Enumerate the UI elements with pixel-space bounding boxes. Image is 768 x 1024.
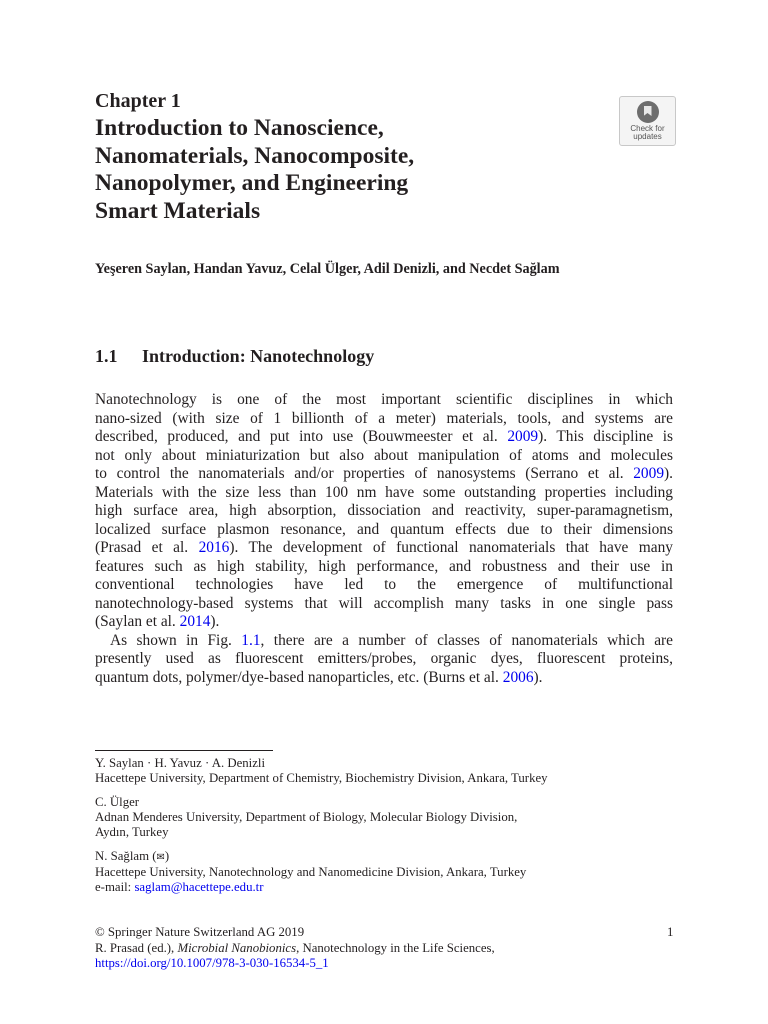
citation-link[interactable]: 2006: [502, 668, 534, 686]
page-number: 1: [667, 925, 674, 939]
body-text: [95, 391, 673, 687]
affiliation-group: [95, 756, 548, 786]
text-segment: not only about miniaturization but also about manipulation of atoms and molecules: [95, 446, 673, 464]
authors: Yeşeren Saylan, Handan Yavuz, Celal Ülger, Adil Denizli, and Necdet Sağlam: [95, 261, 560, 277]
citation-link[interactable]: 2016: [198, 539, 230, 556]
citation-link[interactable]: 1.1: [241, 631, 261, 649]
title-line: Nanopolymer, and Engineering: [95, 170, 409, 197]
body-line: [95, 613, 673, 632]
doi-link[interactable]: https://doi.org/10.1007/978-3-030-16534-5_1: [95, 956, 329, 970]
text-segment: described, produced, and put into use (Bouwmeester et al.: [95, 428, 508, 445]
copyright-block: [95, 925, 495, 972]
text-segment: quantum dots, polymer/dye-based nanoparticles, etc. (Burns et al.: [95, 668, 503, 686]
body-line: [95, 558, 673, 577]
body-line: [95, 650, 673, 669]
citation-link[interactable]: 2014: [179, 613, 211, 630]
section-heading: [95, 346, 374, 367]
affiliation-names: Y. Saylan · H. Yavuz · A. Denizli: [95, 756, 266, 770]
citation-link[interactable]: 2009: [633, 465, 665, 482]
text-segment: Materials with the size less than 100 nm have some outstanding properties including: [95, 483, 673, 501]
body-line: [95, 484, 673, 503]
text-segment: Nanotechnology is one of the most important scientific disciplines in which: [95, 391, 673, 408]
body-line: [95, 465, 673, 484]
section-title: Introduction: Nanotechnology: [142, 346, 375, 366]
email-link[interactable]: saglam@hacettepe.edu.tr: [134, 880, 264, 894]
chapter-label: Chapter 1: [95, 90, 181, 112]
affiliation-names: N. Sağlam (✉): [95, 849, 170, 863]
footnote-rule: [95, 750, 273, 751]
text-segment: presently used as fluorescent emitters/probes, organic dyes, fluorescent proteins,: [95, 650, 673, 667]
section-number: 1.1: [95, 346, 118, 366]
copyright-line: © Springer Nature Switzerland AG 2019: [95, 925, 305, 939]
affiliation-text: Hacettepe University, Nanotechnology and Nanomedicine Division, Ankara, Turkey: [95, 865, 527, 879]
text-segment: conventional technologies have led to the emergence of multifunctional: [95, 576, 673, 593]
affiliation-text: Adnan Menderes University, Department of Biology, Molecular Biology Division,: [95, 810, 518, 824]
body-line: [95, 576, 673, 595]
citation-line: R. Prasad (ed.), Microbial Nanobionics, Nanotechnology in the Life Sciences,: [95, 940, 495, 955]
check-for-updates-badge[interactable]: [619, 96, 676, 146]
text-segment: (Prasad et al.: [95, 539, 199, 556]
title-line: Introduction to Nanoscience,: [95, 115, 384, 141]
body-line: [95, 595, 673, 614]
body-line: [95, 632, 673, 651]
email-line: e-mail: saglam@hacettepe.edu.tr: [95, 880, 264, 894]
affiliation-text: Aydın, Turkey: [95, 825, 169, 839]
body-line: [95, 502, 673, 521]
text-segment: As shown in Fig.: [110, 631, 242, 649]
body-line: [95, 428, 673, 447]
affiliation-names: C. Ülger: [95, 795, 140, 809]
text-segment: , there are a number of classes of nanomaterials which are: [260, 631, 673, 649]
text-segment: ). This discipline is: [538, 428, 673, 445]
text-segment: (Saylan et al.: [95, 613, 180, 630]
title-line: Smart Materials: [95, 198, 261, 225]
envelope-icon: ✉: [156, 852, 165, 863]
text-segment: to control the nanomaterials and/or properties of nanosystems (Serrano et al.: [95, 465, 634, 482]
text-segment: ).: [210, 613, 220, 630]
citation-link[interactable]: 2009: [507, 428, 539, 445]
text-segment: localized surface plasmon resonance, and quantum effects due to their dimensions: [95, 520, 673, 538]
affiliation-text: Hacettepe University, Department of Chemistry, Biochemistry Division, Ankara, Turkey: [95, 771, 548, 785]
text-segment: nano-sized (with size of 1 billionth of a meter) materials, tools, and systems are: [95, 409, 673, 427]
body-line: [95, 669, 673, 688]
text-segment: nanotechnology-based systems that will accomplish many tasks in one single pass: [95, 594, 673, 612]
affiliation-group: [95, 795, 548, 840]
badge-text: Check for updates: [630, 124, 665, 141]
affiliation-group: [95, 849, 548, 895]
author-affiliations: [95, 756, 548, 904]
body-line: [95, 391, 673, 410]
title-line: Nanomaterials, Nanocomposite,: [95, 142, 415, 169]
text-segment: high surface area, high absorption, dissociation and reactivity, super-paramagnetism,: [95, 502, 673, 519]
text-segment: ).: [664, 465, 673, 482]
text-segment: ). The development of functional nanomaterials that have many: [229, 539, 674, 556]
text-segment: features such as high stability, high performance, and robustness and their use in: [95, 557, 673, 575]
body-line: [95, 410, 673, 429]
chapter-title: [95, 115, 414, 226]
bookmark-icon: [637, 101, 659, 123]
body-line: [95, 539, 673, 558]
body-line: [95, 447, 673, 466]
text-segment: ).: [533, 668, 543, 686]
book-title: Microbial Nanobionics: [177, 940, 297, 955]
body-line: [95, 521, 673, 540]
